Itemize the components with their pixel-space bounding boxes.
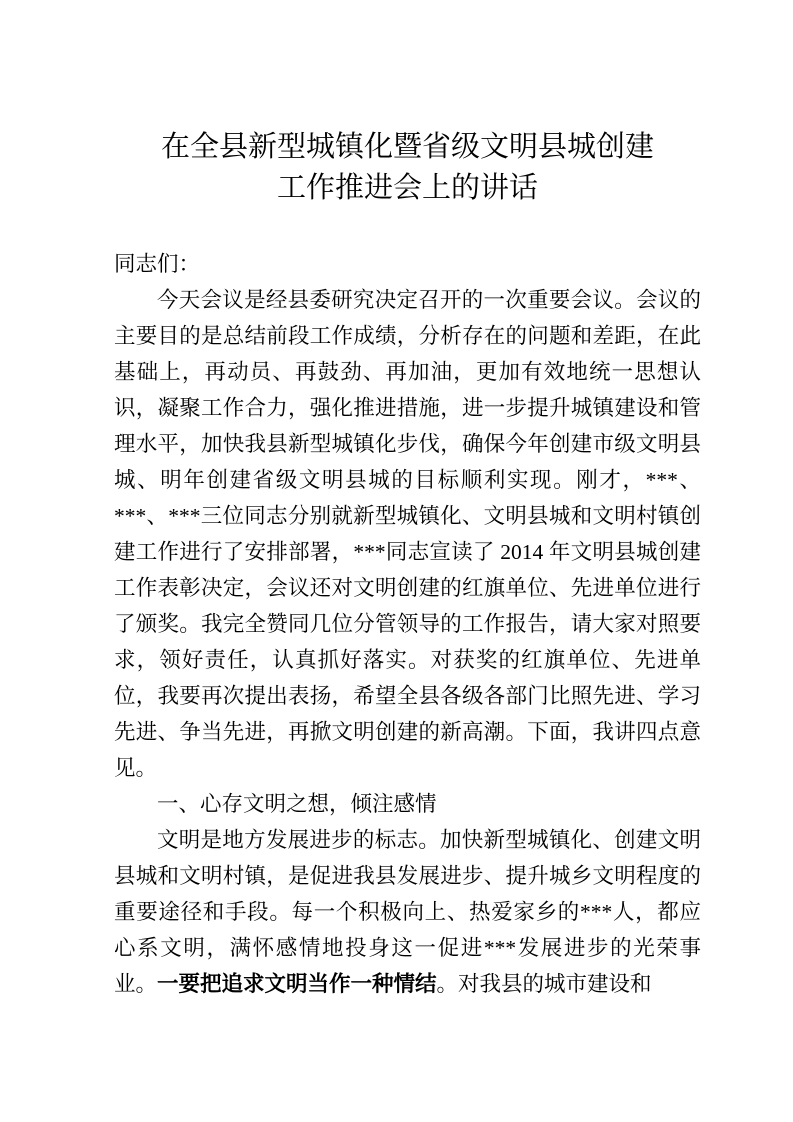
body-paragraph — [114, 282, 701, 786]
title-line-1: 在全县新型城镇化暨省级文明县城创建 — [160, 131, 654, 163]
emphasis-run: 一要把追求文明当作一种情结 — [157, 972, 437, 996]
salutation-line: 同志们： — [114, 252, 201, 276]
title-line-2: 工作推进会上的讲话 — [276, 172, 538, 204]
section-heading — [114, 786, 701, 822]
body-paragraph — [114, 822, 701, 1002]
text-run: 今天会议是经县委研究决定召开的一次重要会议。会议的主要目的是总结前段工作成绩，分析存在的问题和差距，在此基础上，再动员、再鼓劲、再加油，更加有效地统一思想认识，凝聚工作合力，强化推进措施，进一步提升城镇建设和管理水平，加快我县新型城镇化步伐，确保今年创建市级文明县城、明年创建省级文明县城的目标顺利实现。刚才，***、***、***三位同志分别就新型城镇化、文明县城和文明村镇创建工作进行了安排部署，***同志宣读了 2014 年文明县城创建工作表彰决定，会议还对文明创建的红旗单位、先进单位进行了颁奖。我完全赞同几位分管领导的工作报告，请大家对照要求，领好责任，认真抓好落实。对获奖的红旗单位、先进单位，我要再次提出表扬，希望全县各级各部门比照先进、学习先进、争当先进，再掀文明创建的新高潮。下面，我讲四点意见。 — [114, 288, 701, 780]
document-title — [114, 127, 701, 209]
text-run: 一、心存文明之想，倾注感情 — [157, 792, 437, 816]
text-run: 文明是地方发展进步的标志。加快新型城镇化、创建文明县城和文明村镇，是促进我县发展进步、提升城乡文明程度的重要途径和手段。每一个积极向上、热爱家乡的***人，都应心系文明，满怀感情地投身这一促进***发展进步的光荣事业。 — [114, 828, 701, 996]
text-run: 。对我县的城市建设和 — [436, 972, 652, 996]
document-body — [114, 282, 701, 1002]
